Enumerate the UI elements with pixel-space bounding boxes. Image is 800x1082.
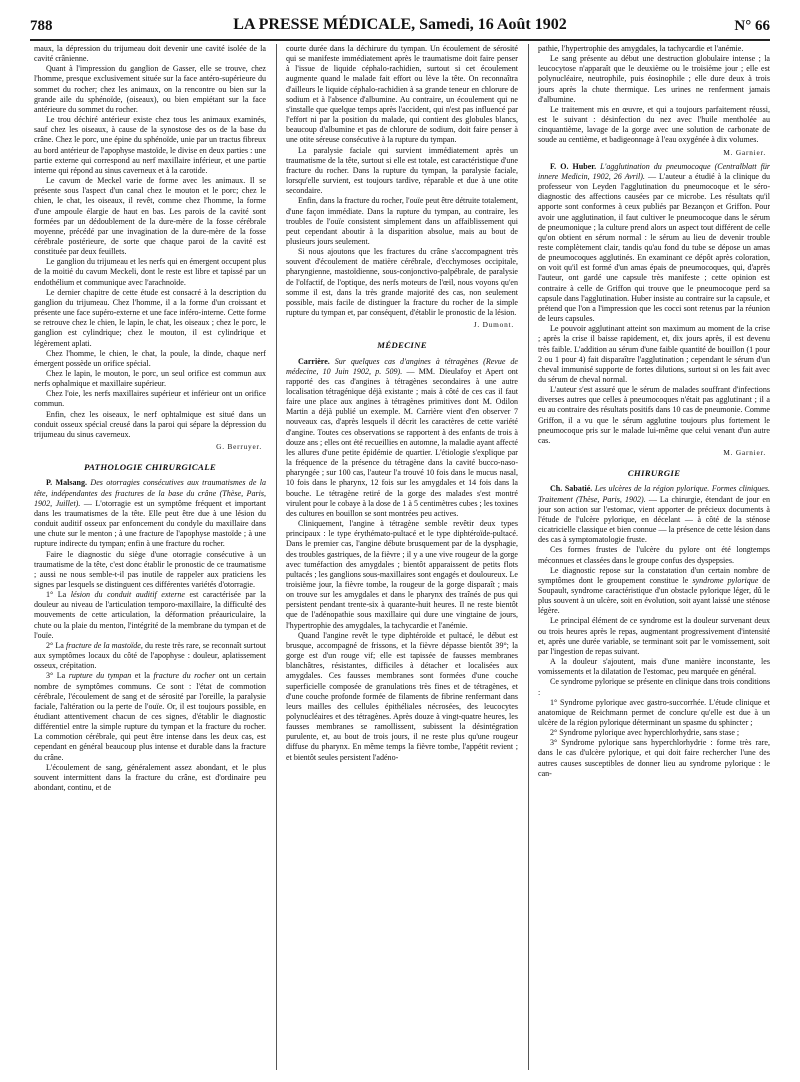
- article-author: F. O. Huber.: [550, 161, 597, 171]
- paragraph: Le principal élément de ce syndrome est la douleur survenant deux ou trois heures après le repas, augmentant progressivement d'intensité et, après une durée variable, se terminant soit par le vomissement, soit par l'ingestion de repas suivant.: [538, 616, 770, 656]
- paragraph: Chez l'homme, le chien, le chat, la poule, la dinde, chaque nerf émergent possède un orifice spécial.: [34, 348, 266, 368]
- header-rule: [30, 39, 770, 41]
- column-1: [34, 44, 266, 1074]
- paragraph: maux, la dépression du trijumeau doit devenir une cavité isolée de la cavité crânienne.: [34, 44, 266, 64]
- paragraph: 3° La rupture du tympan et la fracture du rocher ont un certain nombre de symptômes communs. Ce sont : l'état de commotion cérébrale, l'écoulement de sang et de sérosité par l'oreille, la paralysie faciale, l'altération ou la perte de l'ouïe. Or, il est toujours possible, en étudiant attentivement chacun de ces signes, d'établir le diagnostic différentiel entre la simple rupture du tympan et la fracture du rocher. La commotion cérébrale, qui peut être intense dans les deux cas, est cependant en général beaucoup plus intense et durable dans la fracture du crâne.: [34, 671, 266, 762]
- paragraph: L'auteur s'est assuré que le sérum de malades souffrant d'infections diverses autres que celles à pneumocoques n'était pas agglutinant ; il a eu au contraire des résultats positifs dans 10 cas de pneumonie. Comme Griffon, il a vu que le sérum agglutine toujours plus fortement le pneumocoque pris sur le malade lui-même que celui venant d'un autre cas.: [538, 385, 770, 445]
- issue-number: N° 66: [734, 18, 770, 34]
- paragraph: A la douleur s'ajoutent, mais d'une manière inconstante, les vomissements et la dilatation de l'estomac, peu marquée en général.: [538, 657, 770, 677]
- paragraph: Chez le lapin, le mouton, le porc, un seul orifice est commun aux nerfs ophalmique et maxillaire supérieur.: [34, 369, 266, 389]
- article-author: P. Malsang.: [46, 478, 88, 488]
- journal-title: LA PRESSE MÉDICALE, Samedi, 16 Août 1902: [233, 16, 567, 33]
- paragraph: Ces formes frustes de l'ulcère du pylore ont été longtemps méconnues et classées dans le groupe confus des dyspepsies.: [538, 545, 770, 565]
- section-heading: MÉDECINE: [377, 340, 427, 351]
- paragraph: Si nous ajoutons que les fractures du crâne s'accompagnent très souvent d'écoulement de matière cérébrale, d'ecchymoses occipitale, pharyngienne, mastoïdienne, sous-conjonctivo-palpébrale, de paralysie de l'olfactif, de l'optique, des nerfs moteurs de l'œil, nous voyons qu'en somme il est, dans la très grande majorité des cas, non seulement possible, mais facile de distinguer la fracture du rocher de la simple rupture du tympan et, par conséquent, d'établir le pronostic de la lésion.: [286, 247, 518, 318]
- article-title: Sur quelques cas d'angines à tétragènes: [334, 356, 479, 366]
- article-author: Carrière.: [298, 356, 330, 366]
- paragraph: 2° La fracture de la mastoïde, du reste très rare, se reconnaît surtout aux symptômes locaux du côté de l'apophyse : douleur, aplatissement osseux, crépitation.: [34, 640, 266, 671]
- paragraph: Cliniquement, l'angine à tétragène semble revêtir deux types principaux : le type érythémato-pultacé et le type diphtéroïde-pultacé. Dans le premier cas, l'angine débute brusquement par de la dysphagie, des troubles gastriques, de la fièvre ; il y a une vive rougeur de la gorge avec tuméfaction des amygdales ; bientôt apparaissent de petits flots pultacés ; les ganglions sous-maxillaires sont engagés et douloureux. Le troisième jour, la fièvre tombe, la rougeur de la gorge disparaît ; mais on trouve sur les amygdales et dans le pharynx des traînés de pus qui persistent pendant trente-six à quarante-huit heures. Il ne reste bientôt que de l'adénopathie sous maxillaire qui dure une vingtaine de jours, l'hypertrophie des amygdales, la tachycardie et l'anémie.: [286, 519, 518, 630]
- paragraph: 3° Syndrome pylorique sans hyperchlorhydrie : forme très rare, dans le cas d'ulcère pylorique, et qui doit faire rechercher l'une des autres causes susceptibles de donner lieu au syndrome pylorique : le can-: [538, 738, 770, 778]
- article: [538, 162, 770, 446]
- column-2: [286, 44, 518, 1074]
- author-signature: J. Dumont.: [473, 320, 514, 330]
- column-3: [538, 44, 770, 1074]
- article-title: L'agglutination du pneumocoque: [600, 161, 711, 171]
- paragraph: Ce syndrome pylorique se présente en clinique dans trois conditions :: [538, 677, 770, 697]
- paragraph: Le pouvoir agglutinant atteint son maximum au moment de la crise ; après la crise il baisse rapidement, et, dix jours après, il est devenu très faible. L'addition au sérum d'une faible quantité de bouillon (1 pour 2 ou 1 pour 4) fait disparaître l'agglutination ; cependant le sérum d'un cheval immunisé supporte de fortes dilutions, surtout si on les fait avec du sérum de cheval normal.: [538, 324, 770, 384]
- paragraph: pathie, l'hypertrophie des amygdales, la tachycardie et l'anémie.: [538, 44, 744, 53]
- paragraph: Le traitement mis en œuvre, et qui a toujours parfaitement réussi, est le suivant : désinfection du nez avec l'huile mentholée au cinquantième, lavage de la gorge avec une solution de carbonate de soude au centième, et badigeonnage à l'eau oxygénée à dix volumes.: [538, 104, 770, 145]
- paragraph: Le diagnostic repose sur la constatation d'un certain nombre de symptômes dont le groupement constitue le syndrome pylorique de Soupault, syndrome caractéristique d'un obstacle pylorique léger, dû le plus souvent à un ulcère, soit en évolution, soit ayant laissé une sténose légère.: [538, 565, 770, 616]
- paragraph: Enfin, dans la fracture du rocher, l'ouïe peut être détruite totalement, d'une façon immédiate. Dans la rupture du tympan, au contraire, les troubles de l'ouïe consistent simplement dans un affaiblissement qui peut cependant aboutir à la disparition absolue, mais au bout de plusieurs jours seulement.: [286, 196, 518, 246]
- paragraph: Quant à l'impression du ganglion de Gasser, elle se trouve, chez l'homme, presque exclusivement située sur la face antéro-supérieure du sommet du rocher; chez les animaux, on la rencontre ou bien sur la grande aile du sphénoïde, (oiseaux), ou bien empiétant sur la face antérieure du sommet du rocher.: [34, 64, 266, 114]
- article-text: — MM. Dieulafoy et Apert ont rapporté des cas d'angines à tétragènes secondaires à une autre localisation tétragénique déjà existante ; mais à côté de ces cas il faut faire une place aux angines à tétragènes primitives dont M. Odilon Martin a déjà publié un exemple. M. Carrière vient d'en observer 7 nouveaux cas, d'après lesquels il décrit les caractères de cette variété d'angine. Toutes ces observations se rapportent à des enfants de trois à douze ans ; elles ont été recueillies en automne, la maladie ayant affecté les allures d'une petite épidémie de quartier. L'étiologie s'explique par la fréquence de la présence du tétragène dans la cavité bucco-naso-pharyngée ; sur 100 cas, l'auteur l'a trouvé 10 fois dans le mucus nasal, 10 fois dans le pharynx, 12 fois sur les amygdales et 14 fois dans la bouche. Le tétragène retiré de la gorge des malades s'est montré virulent pour le cobaye à la dose de 1 à 5 centimètres cubes ; les toxines des cultures en bouillon se sont montrées peu actives.: [286, 366, 518, 518]
- article-text: — L'auteur a étudié à la clinique du professeur von Leyden l'agglutination du pneumocoque et le séro-diagnostic des affections causées par ce microbe. Les résultats qu'il apporte sont conformes à ceux publiés par Bezançon et Griffon. Pour avoir une agglutination, il faut cultiver le pneumocoque dans le sérum de pneumonique ; la culture prend alors un aspect tout différent de celle qu'on obtient en sérum normal : le sérum au lieu de devenir trouble reste complètement clair, tandis qu'au fond du tube se dépose un amas de pneumocoques agglutinés. En examinant ce dépôt après coloration, on voit qu'il est formé d'un amas épais de pneumocoques, qui, d'après l'auteur, ont gardé une capsule très manifeste ; cette opinion est contraire à celle de Griffon qui trouve que le pneumocoque perd sa capsule dans l'agglutination. Huber insiste au contraire sur la capsule, et prétend que l'on a l'impression que les cocci sont retenus par la réunion de leurs capsules.: [538, 171, 770, 324]
- article-author: Ch. Sabatié.: [550, 484, 593, 494]
- paragraph: 1° La lésion du conduit auditif externe est caractérisée par la douleur au niveau de l'articulation temporo-maxillaire, la difficulté des mouvements de cette articulation, la déformation préauriculaire, la chute ou la plaie du menton, l'intégrité de la membrane du tympan et de l'ouïe.: [34, 590, 266, 640]
- article-text: — L'otorragie est un symptôme fréquent et important dans les traumatismes de la tête. Elle peut être due à une lésion du conduit auditif osseux par enfoncement du condyle du maxillaire dans une chute sur le menton ; à une fracture de l'apophyse mastoïde ; à une rupture indirecte du tympan; enfin à une fracture du rocher.: [34, 498, 266, 549]
- article-reference: (Thèse, Paris, 1902).: [575, 494, 646, 504]
- article: [538, 484, 770, 779]
- paragraph: 1° Syndrome pylorique avec gastro-succorrhée. L'étude clinique et anatomique de Reichmann permet de conclure qu'elle est due à un ulcère de la région pylorique déterminant un spasme du sphincter ;: [538, 697, 770, 727]
- article-reference: (Centralblatt für innere Medicin, 1902, 26 Avril).: [538, 161, 770, 181]
- paragraph: Chez l'oie, les nerfs maxillaires supérieur et inférieur ont un orifice commun.: [34, 389, 266, 409]
- author-signature: M. Garnier.: [723, 448, 766, 458]
- paragraph: Le trou déchiré antérieur existe chez tous les animaux examinés, sauf chez les oiseaux, à cause de la synostose des os de la base du crâne. Chez le porc, une épine du sphénoïde, unie par un tractus fibreux au bord antérieur de l'apophyse mastoïde, le divise en deux parties : une partie externe qui correspond au nerf maxillaire inférieur, et une partie interne qui répond au sinus caverneux et à la carotide.: [34, 115, 266, 175]
- article-reference: (Thèse, Paris, 1902, Juillet).: [34, 488, 266, 508]
- article: [34, 478, 266, 793]
- paragraph: Le sang présente au début une destruction globulaire intense ; la leucocytose n'apparaît que le deuxième ou le troisième jour ; elle est polynucléaire, neutrophile, puis éosinophile ; elle dure deux à trois jours après la chute thermique. Les urines ne renferment jamais d'albumine.: [538, 54, 770, 104]
- paragraph: Le cavum de Meckel varie de forme avec les animaux. Il se présente sous l'aspect d'un canal chez le mouton et le porc; chez le chien, le chat, les oiseaux, il revêt, comme chez l'homme, la forme d'une ampoule élargie de haut en bas. Les parois de la cavité sont formées par un dédoublement de la dure-mère de la fosse cérébrale moyenne, précédé par une invagination de la dure-mère de la fosse cérébrale postérieure, de sorte que chaque paroi de la cavité est constituée par deux feuillets.: [34, 176, 266, 257]
- paragraph: Enfin, chez les oiseaux, le nerf ophtalmique est situé dans un conduit osseux spécial creusé dans la paroi qui sépare la dépression du trijumeau du sinus caverneux.: [34, 409, 266, 439]
- paragraph: Quand l'angine revêt le type diphtéroïde et pultacé, le début est brusque, accompagné de frissons, et la fièvre dépasse bientôt 39°; la gorge est d'un rouge vif; elle est tapissée de fausses membranes blanchâtres, résistantes, difficiles à détacher et localisées aux amygdales. Ces fausses membranes sont formées d'une couche superficielle composée de granulations très fines et de tétragènes, et d'une couche profonde formée de filaments de fibrine renfermant dans leurs mailles des cellules épithéliales nécrosées, des leucocytes polynucléaires et des tétragènes. Après douze à vingt-quatre heures, les fausses membranes se ramollissent, subissent la désintégration purulente, et, au bout de trois jours, il ne reste plus qu'une rougeur diffuse du pharynx. En même temps la fièvre tombe, l'appétit revient ; et bientôt seules persistent l'adéno-: [286, 630, 518, 762]
- paragraph: Le ganglion du trijumeau et les nerfs qui en émergent occupent plus de la moitié du cavum Meckeli, dont le reste est libre et tapissé par un endothélium et communique avec l'arachnoïde.: [34, 257, 266, 287]
- section-heading: PATHOLOGIE CHIRURGICALE: [83, 462, 217, 473]
- paragraph: Faire le diagnostic du siège d'une otorragie consécutive à un traumatisme de la tête, c'est donc établir le pronostic de ce traumatisme ; aussi ne nous semble-t-il pas inutile de rappeler aux praticiens les signes par lesquels se distinguent ces différentes variétés d'otorragie.: [34, 549, 266, 589]
- paragraph: courte durée dans la déchirure du tympan. Un écoulement de sérosité qui se manifeste immédiatement après le traumatisme doit faire penser à l'issue de liquide céphalo-rachidien, surtout si cet écoulement augmente quand le malade fait effort ou lève la tête. On reconnaîtra d'ailleurs le liquide céphalo-rachidien à sa grande teneur en chlorure de sodium et à l'absence d'albumine. Au contraire, un écoulement qui ne s'installe que quelque temps après l'accident, qui n'est pas influencé par l'effort ni par la position du malade, qui contient des globules blancs, beaucoup d'albumine et pas de chlorure de sodium, doit faire penser à une otite séreuse consécutive à la rupture du tympan.: [286, 44, 518, 145]
- article-text: — La chirurgie, étendant de jour en jour son action sur l'estomac, vient apporter de précieux documents à l'étude de l'ulcère pylorique, en décelant — à côté de la sténose cicatricielle classique et bien connue — la présence de cette lésion dans des cas à symptomatologie fruste.: [538, 494, 770, 545]
- paragraph: La paralysie faciale qui survient immédiatement après un traumatisme de la tête, surtout si elle est totale, est caractéristique d'une fracture du rocher. Dans la rupture du tympan, la paralysie faciale, lorsqu'elle survient, est toujours tardive, réparable et due à une otite secondaire.: [286, 145, 518, 196]
- article-reference: (Revue de médecine, 10 Juin 1902, p. 509).: [286, 356, 518, 376]
- article-title: Des otorragies consécutives aux traumatismes de la tête, indépendantes des fractures de la base du crâne: [34, 478, 266, 498]
- page-header: [30, 14, 770, 36]
- author-signature: G. Berruyer.: [216, 442, 262, 452]
- section-heading: CHIRURGIE: [627, 468, 681, 479]
- paragraph: Le dernier chapitre de cette étude est consacré à la description du ganglion du trijumeau. Chez l'homme, il a la forme d'un croissant et présente une face supéro-externe et une face inféro-interne. Cette forme se retrouve chez le chien, le lapin, le chat, les oiseaux ; chez le porc, le ganglion est cylindrique; chez le mouton, il est cylindrique et légèrement aplati.: [34, 287, 266, 348]
- article: [286, 357, 518, 763]
- page-number: 788: [30, 18, 53, 34]
- column-divider: [276, 44, 277, 1070]
- paragraph: L'écoulement de sang, généralement assez abondant, et le plus souvent intermittent dans la fracture du crâne, est d'ordinaire peu abondant, continu, et de: [34, 762, 266, 793]
- column-divider: [528, 44, 529, 1070]
- author-signature: M. Garnier.: [723, 147, 766, 157]
- paragraph: 2° Syndrome pylorique avec hyperchlorhydrie, sans stase ;: [550, 728, 740, 738]
- article-title: Les ulcères de la région pylorique. Formes cliniques. Traitement: [538, 484, 770, 504]
